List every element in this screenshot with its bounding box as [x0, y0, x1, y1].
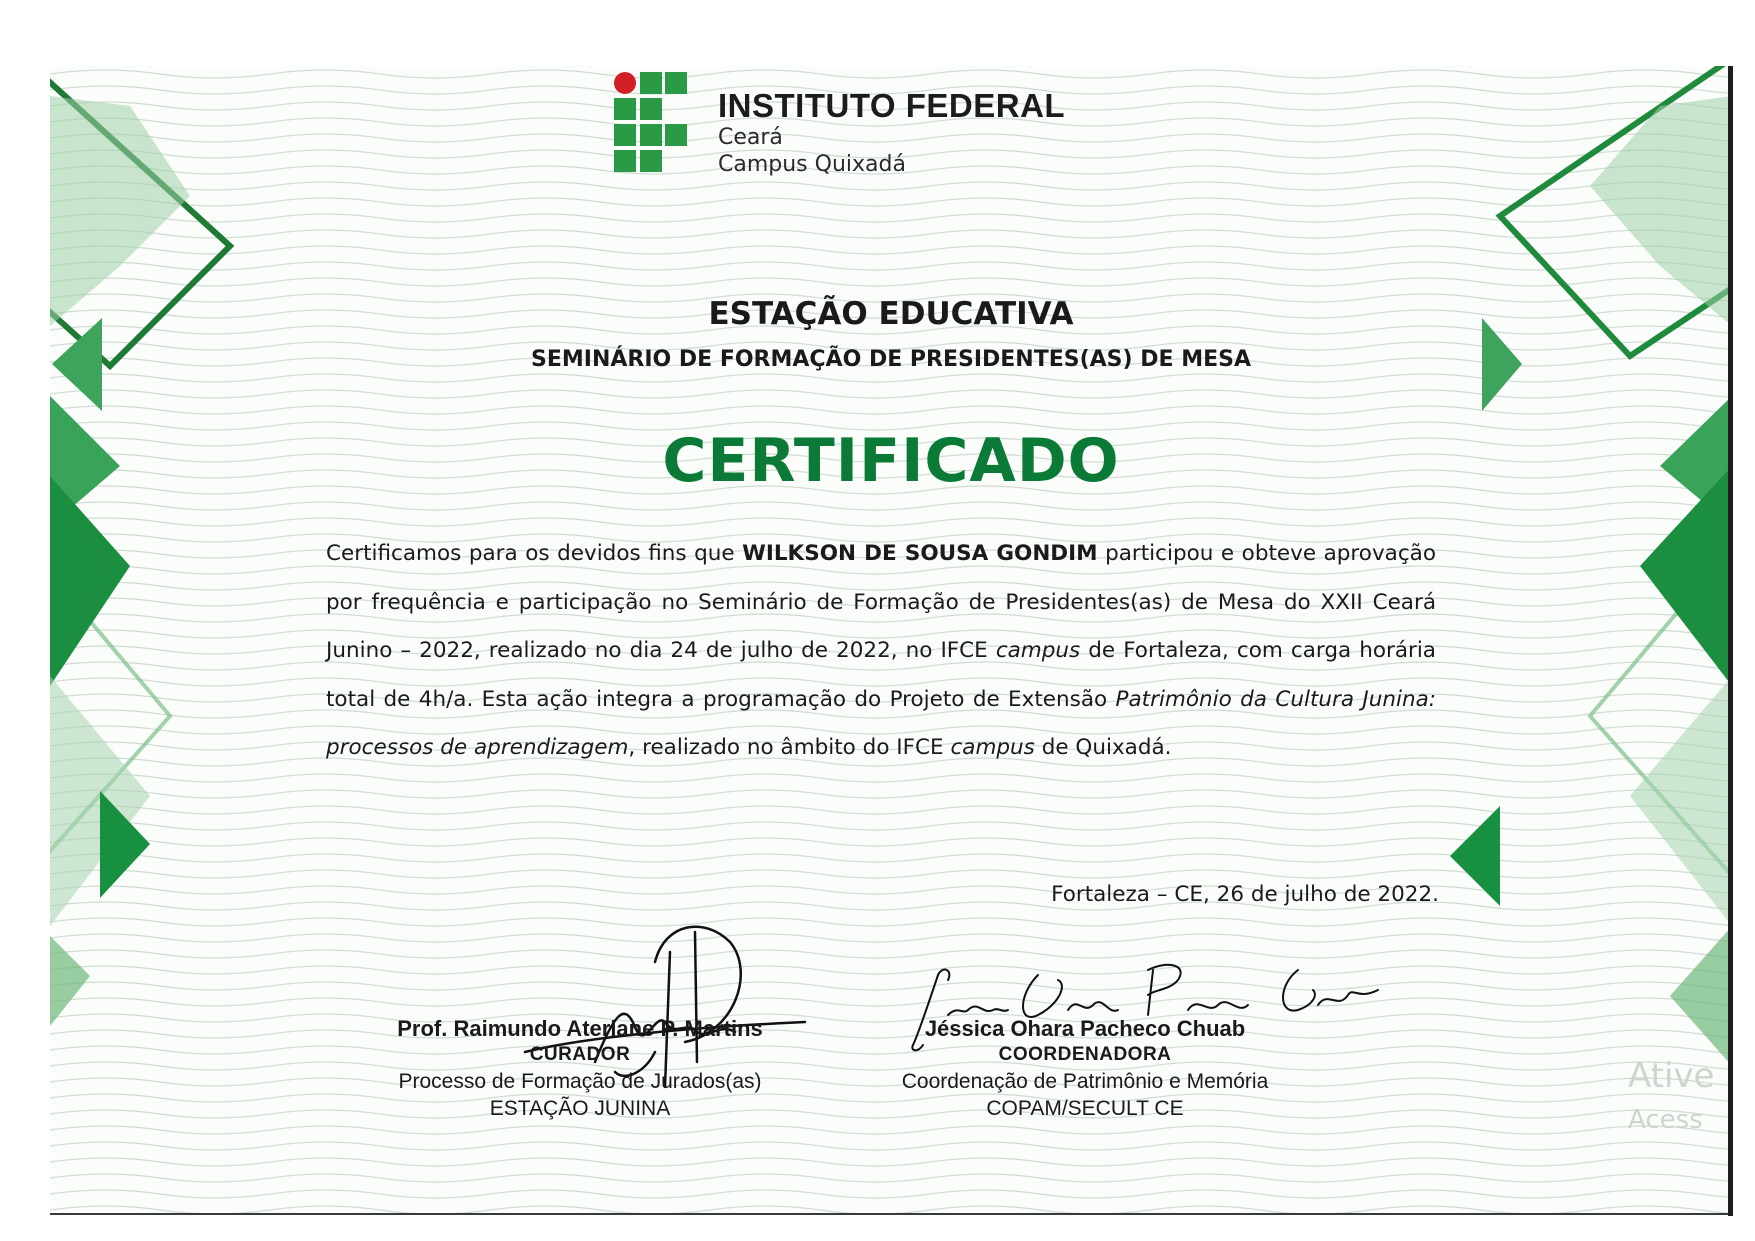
body-part-4: , realizado no âmbito do IFCE	[628, 735, 951, 760]
body-part-1: Certificamos para os devidos fins que	[326, 541, 743, 566]
place-date: Fortaleza – CE, 26 de julho de 2022.	[1051, 882, 1439, 907]
campus-word: campus	[995, 638, 1081, 663]
signature-block-right	[870, 1016, 1300, 1122]
signatory-name: Prof. Raimundo Aterlane P. Martins	[397, 1016, 763, 1041]
recipient-name: WILKSON DE SOUSA GONDIM	[742, 541, 1098, 566]
activation-watermark	[1628, 1054, 1714, 1142]
institution-name: INSTITUTO FEDERAL	[718, 87, 1066, 124]
institution-state: Ceará	[718, 125, 783, 150]
signatory-unit: COPAM/SECULT CE	[986, 1097, 1184, 1120]
signature-block-left	[370, 1016, 790, 1122]
project-name: Patrimônio da Cultura Junina: processos de aprendizagem	[326, 686, 1436, 760]
signatory-role: COORDENADORA	[998, 1044, 1172, 1065]
right-border	[1728, 66, 1733, 1216]
body-part-3: de Fortaleza, com carga horária total de 4h/a. Esta ação integra a programação do Projeto de Extensão	[326, 638, 1436, 712]
institution-campus: Campus Quixadá	[718, 152, 906, 177]
campus-word-2: campus	[950, 735, 1035, 760]
event-subtitle: SEMINÁRIO DE FORMAÇÃO DE PRESIDENTES(AS) DE MESA	[531, 347, 1251, 372]
signatory-name: Jéssica Ohara Pacheco Chuab	[924, 1016, 1246, 1041]
watermark-line-1: Ative	[1628, 1056, 1715, 1096]
ifce-logo-text	[718, 88, 1065, 178]
bottom-border	[50, 1213, 1732, 1215]
signatory-unit: ESTAÇÃO JUNINA	[489, 1097, 671, 1120]
ifce-logo-icon	[612, 68, 712, 188]
body-part-2: participou e obteve aprovação por frequência e participação no Seminário de Formação de Presidentes(as) de Mesa do XXII Ceará Junino – 2022, realizado no dia 24 de julho de 2022, no IFCE	[326, 541, 1437, 663]
signatory-role: CURADOR	[529, 1044, 631, 1065]
certificate-body	[326, 530, 1436, 773]
watermark-line-2: Acess	[1628, 1105, 1703, 1135]
event-title: ESTAÇÃO EDUCATIVA	[708, 296, 1074, 332]
certificate-heading: CERTIFICADO	[662, 426, 1120, 496]
body-part-5: de Quixadá.	[1034, 735, 1172, 760]
signatory-department: Processo de Formação de Jurados(as)	[398, 1070, 762, 1093]
signatory-department: Coordenação de Patrimônio e Memória	[901, 1070, 1269, 1093]
